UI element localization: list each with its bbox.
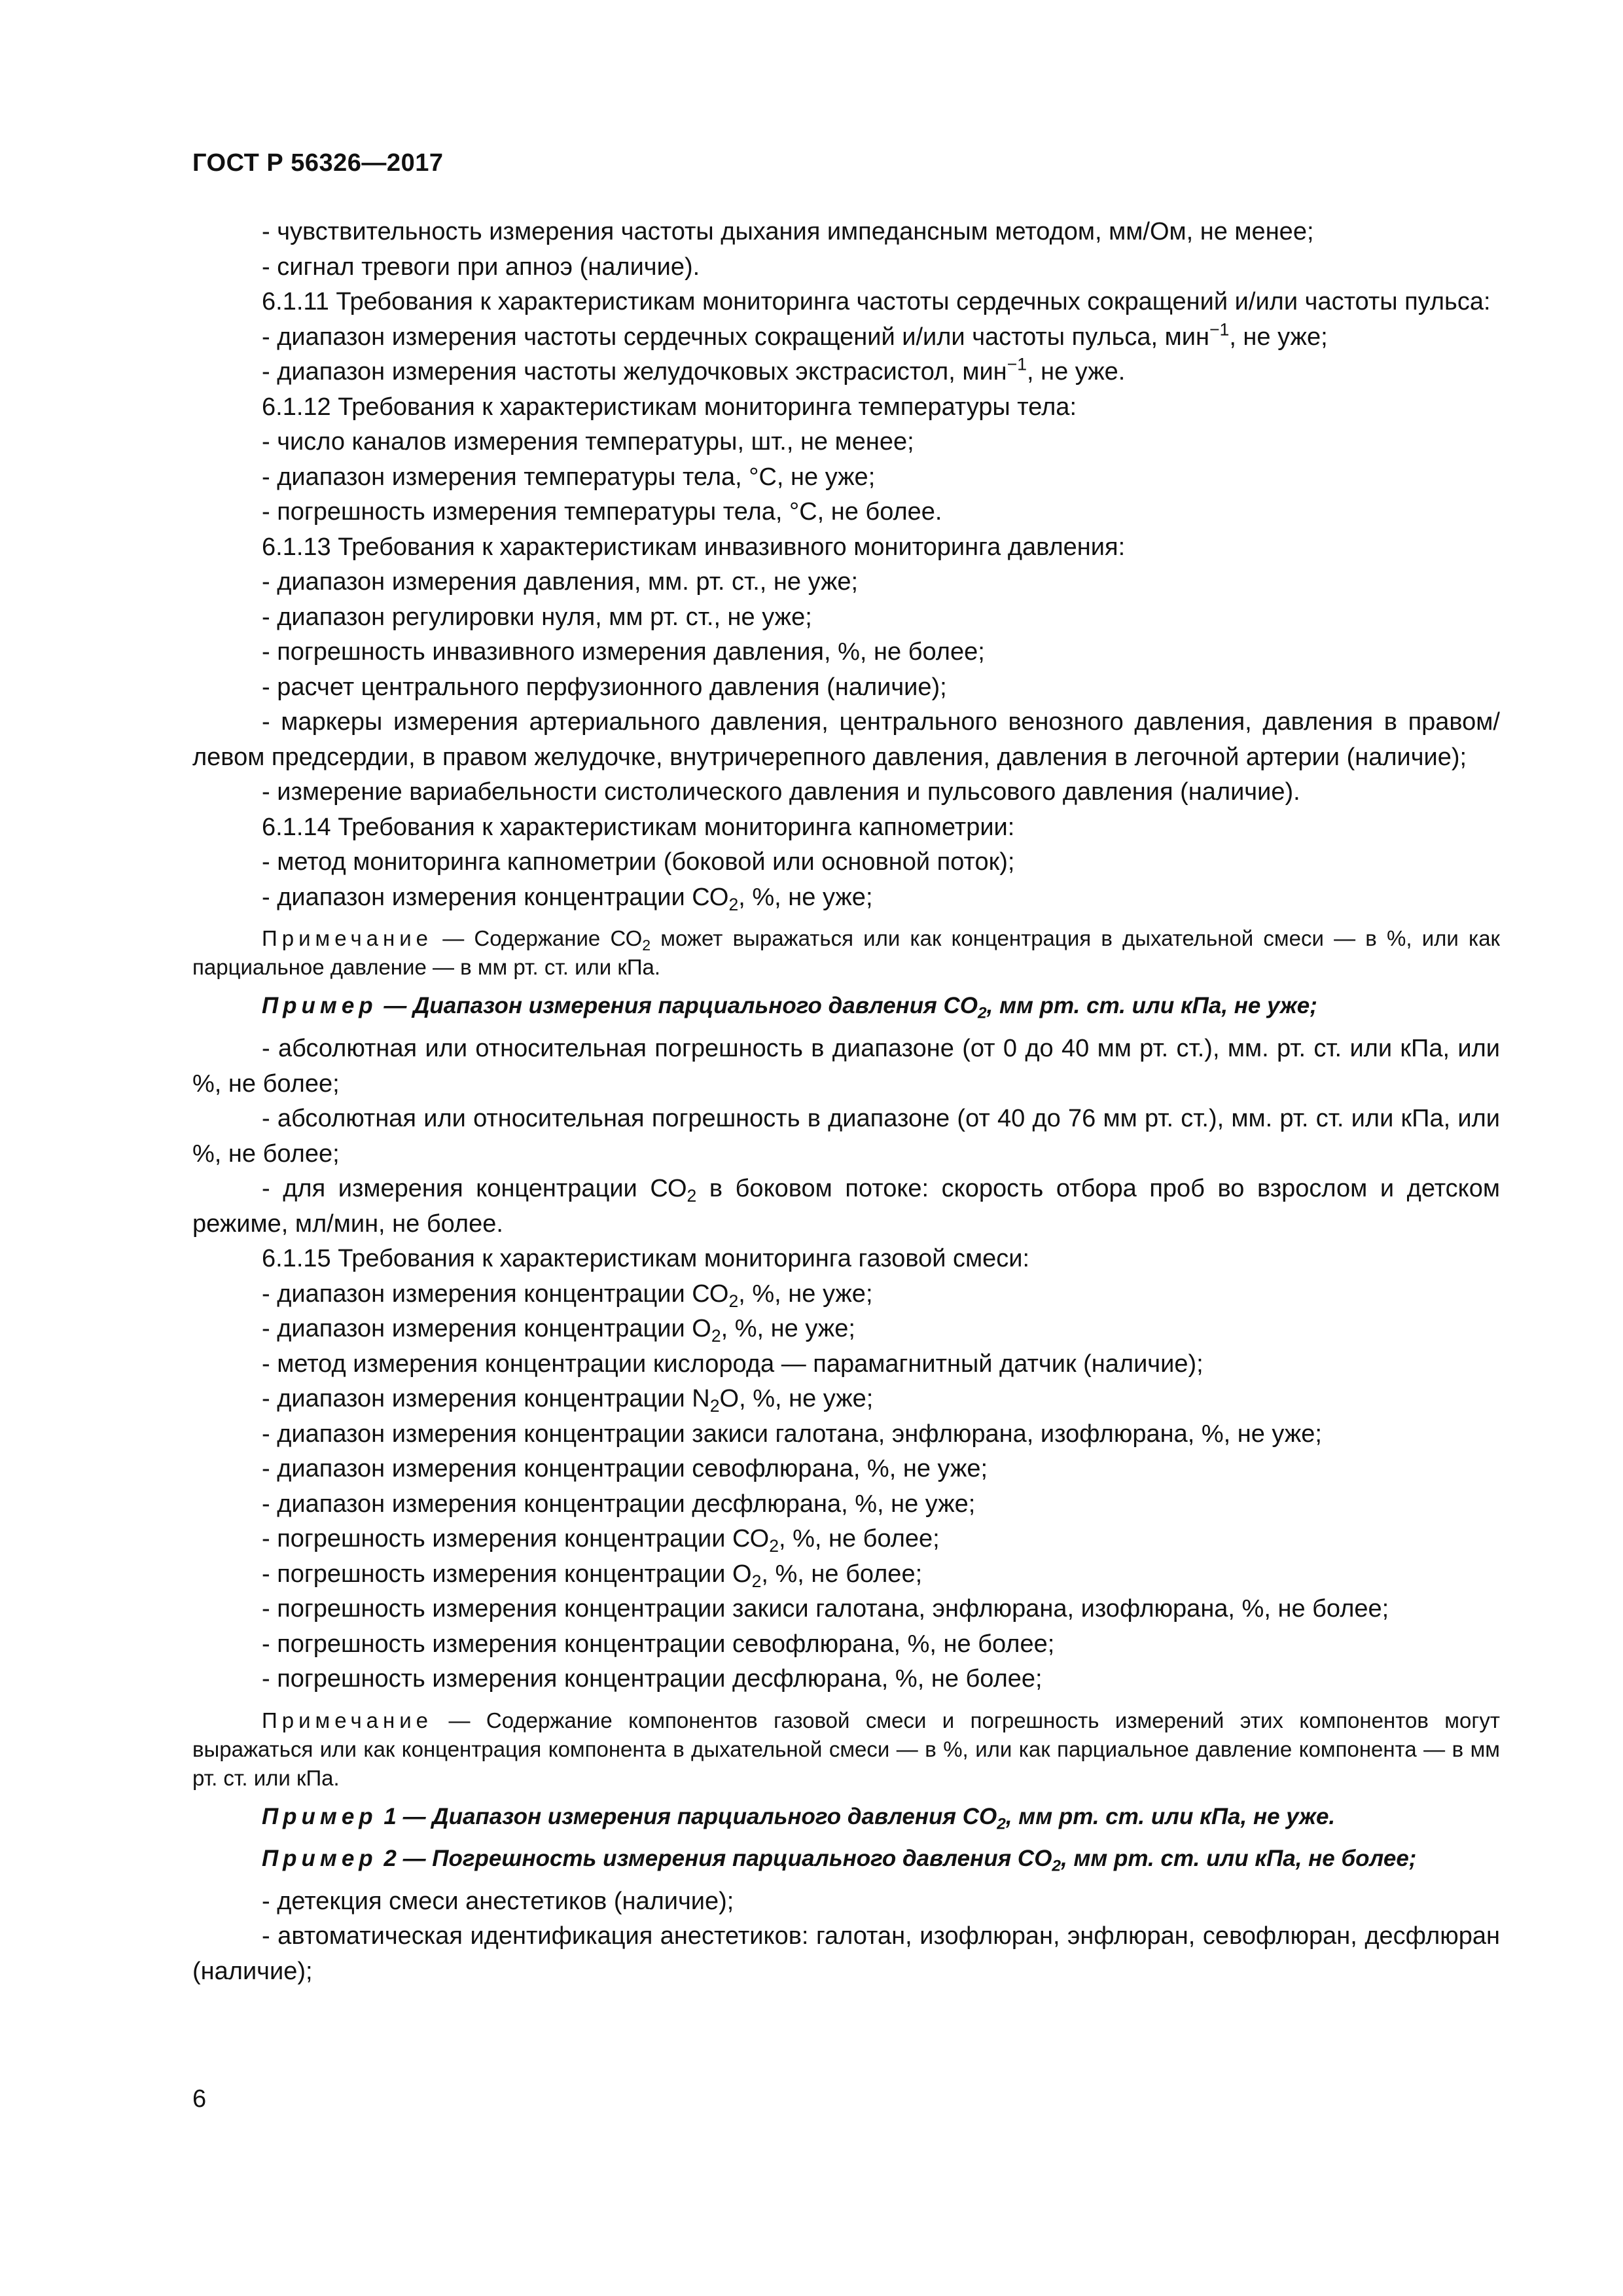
page-number: 6 [192, 2085, 207, 2113]
text-line: - диапазон измерения концентрации $О_2$, %, не уже; [262, 1315, 855, 1346]
text-line: - диапазон измерения концентрации севофлюрана, %, не уже; [262, 1455, 988, 1482]
section-paragraph: 6.1.11 Требования к характеристикам мониторинга частоты сердечных сокращений и/или частоты пульса: [262, 288, 1491, 315]
example-paragraph: Пример — Диапазон измерения парциального давления $СО_2$, мм рт. ст. или кПа, не уже; [262, 993, 1317, 1022]
text-line: - диапазон измерения концентрации $СО_2$, %, не уже; [262, 1280, 873, 1311]
text-line: - погрешность измерения концентрации севофлюрана, %, не более; [262, 1630, 1055, 1658]
text-line: - погрешность измерения концентрации $СО_2$, %, не более; [262, 1525, 940, 1556]
text-line: - диапазон измерения концентрации закиси галотана, энфлюрана, изофлюрана, %, не уже; [262, 1420, 1322, 1448]
text-line: - диапазон измерения давления, мм. рт. ст., не уже; [262, 568, 859, 596]
text-line: - погрешность инвазивного измерения давления, %, не более; [262, 638, 985, 666]
text-line: - диапазон измерения частоты сердечных сокращений и/или частоты пульса, мин$^{-1}$, не уже; [262, 319, 1328, 351]
text-line: - автоматическая идентификация анестетиков: галотан, изофлюран, энфлюран, севофлюран, десфлюран (наличие); [192, 1922, 1500, 1985]
text-line: - метод мониторинга капнометрии (боковой или основной поток); [262, 848, 1015, 876]
text-line: - погрешность измерения концентрации закиси галотана, энфлюрана, изофлюрана, %, не более; [262, 1595, 1389, 1623]
text-line: - диапазон измерения концентрации десфлюрана, %, не уже; [262, 1490, 976, 1518]
text-line: - метод измерения концентрации кислорода — парамагнитный датчик (наличие); [262, 1350, 1204, 1378]
example-paragraph: Пример 2 — Погрешность измерения парциального давления $СО_2$, мм рт. ст. или кПа, не более; [262, 1845, 1417, 1874]
text-line: - абсолютная или относительная погрешность в диапазоне (от 0 до 40 мм рт. ст.), мм. рт. ст. или кПа, или %, не более; [192, 1035, 1500, 1098]
text-line: - диапазон измерения частоты желудочковых экстрасистол, мин$^{-1}$, не уже. [262, 354, 1126, 386]
document-header: ГОСТ Р 56326—2017 [192, 149, 444, 177]
text-line: - диапазон измерения концентрации $N_2О$, %, не уже; [262, 1385, 874, 1416]
text-line: - число каналов измерения температуры, шт., не менее; [262, 428, 914, 456]
text-line: - чувствительность измерения частоты дыхания импедансным методом, мм/Ом, не менее; [262, 218, 1314, 245]
text-line: - измерение вариабельности систолического давления и пульсового давления (наличие). [262, 778, 1300, 806]
document-body [192, 215, 1500, 1989]
text-line: - погрешность измерения температуры тела, °С, не более. [262, 498, 942, 526]
text-line: - детекция смеси анестетиков (наличие); [262, 1887, 734, 1915]
example-paragraph: Пример 1 — Диапазон измерения парциального давления $СО_2$, мм рт. ст. или кПа, не уже. [262, 1803, 1336, 1833]
section-paragraph: 6.1.15 Требования к характеристикам мониторинга газовой смеси: [262, 1245, 1030, 1272]
text-line: - расчет центрального перфузионного давления (наличие); [262, 673, 947, 701]
section-paragraph: 6.1.13 Требования к характеристикам инвазивного мониторинга давления: [262, 533, 1126, 561]
text-line: - погрешность измерения концентрации $О_2$, %, не более; [262, 1560, 923, 1591]
text-line: - погрешность измерения концентрации десфлюрана, %, не более; [262, 1665, 1043, 1693]
text-line: - диапазон измерения температуры тела, °С, не уже; [262, 463, 876, 491]
text-line: - диапазон измерения концентрации $СО_2$, %, не уже; [262, 883, 873, 914]
text-line: - маркеры измерения артериального давления, центрального венозного давления, давления в правом/левом предсердии, в правом желудочке, внутричерепного давления, давления в легочной артерии (наличие); [192, 708, 1500, 771]
note-paragraph: Примечание — Содержание компонентов газовой смеси и погрешность измерений этих компонентов могут выражаться или как концентрация компонента в дыхательной смеси — в %, или как парциальное давление компонента — в мм рт. ст. или кПа. [192, 1708, 1500, 1790]
section-paragraph: 6.1.12 Требования к характеристикам мониторинга температуры тела: [262, 393, 1077, 421]
text-line: - диапазон регулировки нуля, мм рт. ст., не уже; [262, 603, 812, 631]
text-line: - абсолютная или относительная погрешность в диапазоне (от 40 до 76 мм рт. ст.), мм. рт. ст. или кПа, или %, не более; [192, 1105, 1500, 1168]
text-line: - сигнал тревоги при апноэ (наличие). [262, 253, 700, 281]
section-paragraph: 6.1.14 Требования к характеристикам мониторинга капнометрии: [262, 813, 1015, 841]
note-paragraph: Примечание — Содержание $СО_2$ может выражаться или как концентрация в дыхательной смеси — в %, или как парциальное давление — в мм рт. ст. или кПа. [192, 926, 1500, 979]
text-line: - для измерения концентрации $СО_2$ в боковом потоке: скорость отбора проб во взрослом и детском режиме, мл/мин, не более. [192, 1175, 1500, 1238]
